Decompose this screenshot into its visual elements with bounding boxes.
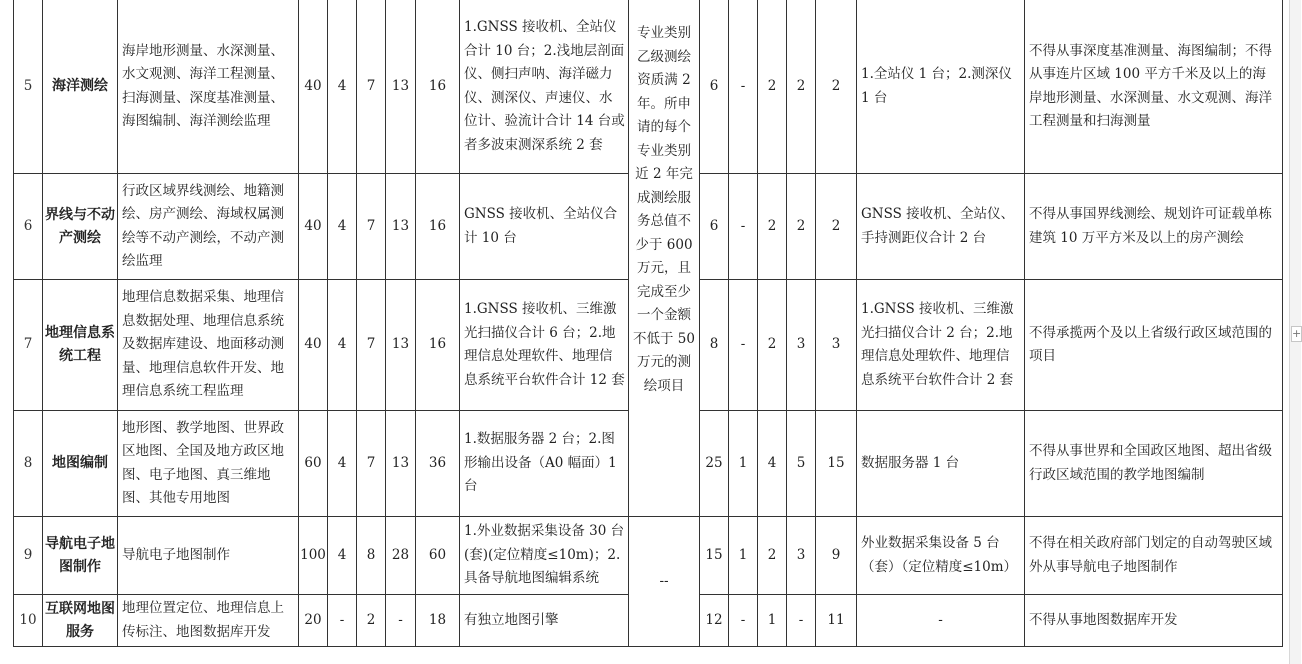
specialty-name: 界线与不动产测绘	[43, 174, 118, 280]
staff-other-b: 36	[416, 411, 460, 517]
add-column-button[interactable]: +	[1292, 327, 1302, 340]
staff-other-c: 3	[816, 280, 857, 411]
staff-junior-c: 2	[787, 174, 816, 280]
row-number: 7	[14, 280, 43, 411]
equipment-c: 外业数据采集设备 5 台（套）（定位精度≤10m）	[857, 517, 1025, 595]
restriction: 不得从事深度基准测量、海图编制；不得从事连片区域 100 平方千米及以上的海岸地形测量、水深测量、水文观测、海洋工程测量和扫海测量	[1025, 0, 1283, 174]
table-row	[14, 0, 1283, 174]
staff-total-b: 40	[299, 280, 328, 411]
staff-mid-b: 7	[357, 0, 386, 174]
business-scope: 海岸地形测量、水深测量、水文观测、海洋工程测量、扫海测量、深度基准测量、海图编制、海洋测绘监理	[118, 0, 299, 174]
equipment-c: -	[857, 595, 1025, 647]
row-number: 10	[14, 595, 43, 647]
staff-total-c: 15	[700, 517, 729, 595]
staff-total-b: 20	[299, 595, 328, 647]
staff-mid-c: 1	[758, 595, 787, 647]
staff-junior-c: -	[787, 595, 816, 647]
row-number: 8	[14, 411, 43, 517]
equipment-b: 1.数据服务器 2 台；2.图形输出设备（A0 幅面）1 台	[460, 411, 629, 517]
staff-junior-b: 13	[386, 0, 416, 174]
staff-mid-c: 2	[758, 174, 787, 280]
equipment-c: 1.GNSS 接收机、三维激光扫描仪合计 2 台；2.地理信息处理软件、地理信息系统平台软件合计 2 套	[857, 280, 1025, 411]
specialty-name: 互联网地图服务	[43, 595, 118, 647]
staff-mid-b: 8	[357, 517, 386, 595]
performance-c: --	[629, 517, 700, 647]
staff-total-c: 12	[700, 595, 729, 647]
staff-other-b: 16	[416, 0, 460, 174]
staff-other-c: 15	[816, 411, 857, 517]
restriction: 不得从事国界线测绘、规划许可证载单栋建筑 10 万平方米及以上的房产测绘	[1025, 174, 1283, 280]
staff-mid-c: 2	[758, 280, 787, 411]
specialty-name: 导航电子地图制作	[43, 517, 118, 595]
staff-other-c: 11	[816, 595, 857, 647]
staff-mid-b: 7	[357, 280, 386, 411]
staff-other-b: 60	[416, 517, 460, 595]
table-row	[14, 517, 1283, 595]
equipment-b: 有独立地图引擎	[460, 595, 629, 647]
restriction: 不得在相关政府部门划定的自动驾驶区域外从事导航电子地图制作	[1025, 517, 1283, 595]
staff-junior-c: 5	[787, 411, 816, 517]
specialty-name: 地图编制	[43, 411, 118, 517]
staff-senior-c: -	[729, 0, 758, 174]
business-scope: 地理位置定位、地理信息上传标注、地图数据库开发	[118, 595, 299, 647]
staff-senior-c: -	[729, 595, 758, 647]
staff-senior-b: 4	[328, 174, 357, 280]
staff-senior-b: 4	[328, 280, 357, 411]
staff-other-c: 2	[816, 0, 857, 174]
business-scope: 地形图、教学地图、世界政区地图、全国及地方政区地图、电子地图、真三维地图、其他专用地图	[118, 411, 299, 517]
staff-senior-b: -	[328, 595, 357, 647]
equipment-c: GNSS 接收机、全站仪、手持测距仪合计 2 台	[857, 174, 1025, 280]
equipment-b: GNSS 接收机、全站仪合计 10 台	[460, 174, 629, 280]
staff-mid-c: 2	[758, 517, 787, 595]
staff-junior-c: 3	[787, 280, 816, 411]
staff-junior-b: 13	[386, 280, 416, 411]
staff-total-b: 60	[299, 411, 328, 517]
staff-other-b: 16	[416, 280, 460, 411]
staff-other-c: 9	[816, 517, 857, 595]
equipment-b: 1.GNSS 接收机、三维激光扫描仪合计 6 台；2.地理信息处理软件、地理信息系统平台软件合计 12 套	[460, 280, 629, 411]
staff-junior-c: 3	[787, 517, 816, 595]
staff-mid-b: 7	[357, 174, 386, 280]
staff-senior-b: 4	[328, 411, 357, 517]
specialty-name: 海洋测绘	[43, 0, 118, 174]
staff-total-c: 8	[700, 280, 729, 411]
staff-mid-b: 7	[357, 411, 386, 517]
specialty-name: 地理信息系统工程	[43, 280, 118, 411]
staff-senior-c: 1	[729, 517, 758, 595]
restriction: 不得从事世界和全国政区地图、超出省级行政区域范围的教学地图编制	[1025, 411, 1283, 517]
staff-senior-b: 4	[328, 517, 357, 595]
business-scope: 导航电子地图制作	[118, 517, 299, 595]
staff-total-b: 40	[299, 0, 328, 174]
staff-other-b: 18	[416, 595, 460, 647]
restriction: 不得承揽两个及以上省级行政区域范围的项目	[1025, 280, 1283, 411]
equipment-c: 1.全站仪 1 台；2.测深仪 1 台	[857, 0, 1025, 174]
performance-b: 专业类别乙级测绘资质满 2 年。所申请的每个专业类别近 2 年完成测绘服务总值不少于 600 万元，且完成至少一个金额不低于 50 万元的测绘项目	[629, 0, 700, 517]
staff-total-c: 6	[700, 174, 729, 280]
staff-total-b: 40	[299, 174, 328, 280]
staff-junior-b: 28	[386, 517, 416, 595]
staff-other-b: 16	[416, 174, 460, 280]
staff-senior-c: -	[729, 174, 758, 280]
business-scope: 地理信息数据采集、地理信息数据处理、地理信息系统及数据库建设、地面移动测量、地理信息软件开发、地理信息系统工程监理	[118, 280, 299, 411]
row-number: 6	[14, 174, 43, 280]
staff-total-b: 100	[299, 517, 328, 595]
staff-mid-b: 2	[357, 595, 386, 647]
equipment-b: 1.GNSS 接收机、全站仪合计 10 台；2.浅地层剖面仪、侧扫声呐、海洋磁力仪、测深仪、声速仪、水位计、验流计合计 14 台或者多波束测深系统 2 套	[460, 0, 629, 174]
staff-other-c: 2	[816, 174, 857, 280]
staff-total-c: 25	[700, 411, 729, 517]
staff-junior-b: 13	[386, 174, 416, 280]
restriction: 不得从事地图数据库开发	[1025, 595, 1283, 647]
staff-senior-c: 1	[729, 411, 758, 517]
staff-mid-c: 4	[758, 411, 787, 517]
staff-junior-b: 13	[386, 411, 416, 517]
staff-junior-c: 2	[787, 0, 816, 174]
row-number: 9	[14, 517, 43, 595]
business-scope: 行政区域界线测绘、地籍测绘、房产测绘、海域权属测绘等不动产测绘，不动产测绘监理	[118, 174, 299, 280]
qualification-table	[13, 0, 1283, 647]
staff-senior-b: 4	[328, 0, 357, 174]
equipment-b: 1.外业数据采集设备 30 台(套)(定位精度≤10m)；2.具备导航地图编辑系统	[460, 517, 629, 595]
staff-junior-b: -	[386, 595, 416, 647]
row-number: 5	[14, 0, 43, 174]
staff-total-c: 6	[700, 0, 729, 174]
staff-mid-c: 2	[758, 0, 787, 174]
staff-senior-c: -	[729, 280, 758, 411]
equipment-c: 数据服务器 1 台	[857, 411, 1025, 517]
